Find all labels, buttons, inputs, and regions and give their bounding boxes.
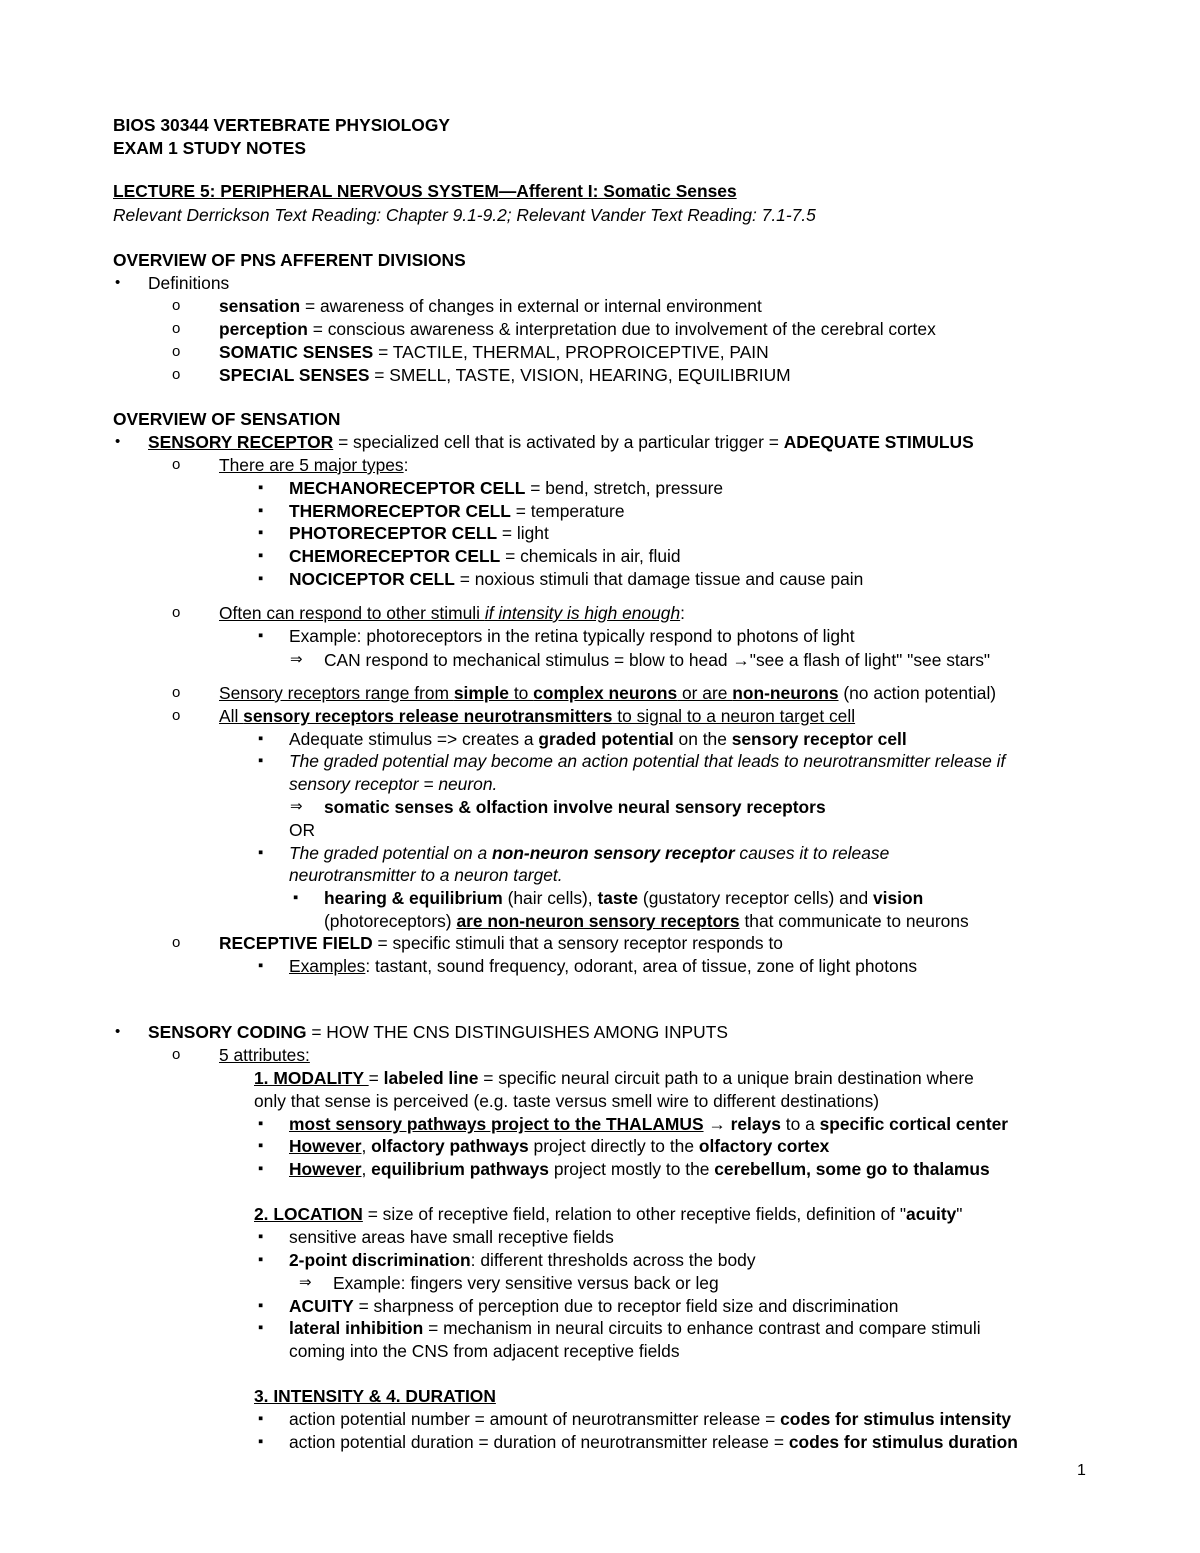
note-line: [289, 1113, 1008, 1135]
double-arrow-icon: ⇒: [299, 1274, 312, 1291]
text-run: = specialized cell that is activated by a particular trigger =: [333, 432, 784, 452]
note-line: [324, 796, 826, 818]
text-run: = noxious stimuli that damage tissue and cause pain: [454, 569, 864, 589]
text-run: sensation: [219, 296, 301, 316]
text-run: (hair cells),: [502, 888, 598, 908]
note-line: [219, 295, 762, 317]
square-bullet-icon: ▪: [293, 889, 299, 906]
text-run: on the: [673, 729, 732, 749]
note-line: [289, 477, 723, 499]
note-line: [254, 1067, 974, 1089]
circle-bullet-icon: o: [172, 343, 181, 360]
text-run: CAN respond to mechanical stimulus = blow to head →"see a flash of light" "see stars": [324, 650, 991, 670]
text-run: MECHANORECEPTOR CELL: [289, 478, 526, 498]
text-run: =: [368, 1068, 384, 1088]
text-run: or are: [677, 683, 733, 703]
text-run: (gustatory receptor cells) and: [638, 888, 873, 908]
text-run: olfactory cortex: [698, 1136, 830, 1156]
note-line: [289, 773, 497, 795]
note-line: [289, 750, 1005, 772]
note-line: [219, 705, 855, 727]
text-run: 2. LOCATION: [254, 1204, 363, 1224]
note-line: [289, 1317, 981, 1339]
text-run: = awareness of changes in external or internal environment: [300, 296, 762, 316]
text-run: complex neurons: [533, 683, 678, 703]
text-run: = specific neural circuit path to a unique brain destination where: [478, 1068, 974, 1088]
text-run: Adequate stimulus => creates a: [289, 729, 539, 749]
note-line: [324, 887, 923, 909]
note-line: [289, 568, 863, 590]
text-run: = temperature: [510, 501, 625, 521]
note-line: [289, 545, 681, 567]
text-run: sensory receptor cell: [731, 729, 907, 749]
note-line: [254, 1385, 496, 1407]
text-run: OVERVIEW OF SENSATION: [113, 409, 341, 429]
text-run: vision: [872, 888, 924, 908]
text-run: SENSORY RECEPTOR: [148, 432, 334, 452]
text-run: : different thresholds across the body: [470, 1250, 756, 1270]
text-run: :: [680, 603, 685, 623]
text-run: = bend, stretch, pressure: [525, 478, 724, 498]
square-bullet-icon: ▪: [258, 479, 264, 496]
note-line: [289, 1340, 680, 1362]
text-run: to: [508, 683, 534, 703]
text-run: codes for stimulus intensity: [780, 1409, 1012, 1429]
text-run: →: [703, 1114, 731, 1134]
text-run: ACUITY: [289, 1296, 354, 1316]
square-bullet-icon: ▪: [258, 1228, 264, 1245]
text-run: codes for stimulus duration: [788, 1432, 1018, 1452]
note-line: [289, 1431, 1018, 1453]
text-run: causes it to release: [734, 843, 890, 863]
text-run: action potential number = amount of neurotransmitter release =: [289, 1409, 781, 1429]
square-bullet-icon: ▪: [258, 502, 264, 519]
note-line: [289, 1226, 614, 1248]
text-run: Often can respond to other stimuli: [219, 603, 485, 623]
text-run: sensitive areas have small receptive fields: [289, 1227, 614, 1247]
text-run: coming into the CNS from adjacent receptive fields: [289, 1341, 680, 1361]
text-run: neurotransmitter to a neuron target.: [289, 865, 563, 885]
text-run: specific cortical center: [819, 1114, 1009, 1134]
text-run: to signal to a neuron target cell: [612, 706, 856, 726]
text-run: The graded potential on a: [289, 843, 493, 863]
square-bullet-icon: ▪: [258, 1297, 264, 1314]
text-run: The graded potential may become an action potential that leads to neurotransmitter release if: [289, 751, 1006, 771]
note-line: [219, 932, 783, 954]
circle-bullet-icon: o: [172, 934, 181, 951]
text-run: sensory receptor = neuron.: [289, 774, 498, 794]
text-run: are non-neuron sensory receptors: [456, 911, 740, 931]
course-title: BIOS 30344 VERTEBRATE PHYSIOLOGY: [113, 115, 450, 135]
text-run: that communicate to neurons: [739, 911, 969, 931]
text-run: RECEPTIVE FIELD: [219, 933, 373, 953]
square-bullet-icon: ▪: [258, 1433, 264, 1450]
text-run: relays: [730, 1114, 781, 1134]
square-bullet-icon: ▪: [258, 844, 264, 861]
text-run: graded potential: [538, 729, 674, 749]
text-run: non-neurons: [732, 683, 839, 703]
square-bullet-icon: ▪: [258, 1160, 264, 1177]
note-line: [219, 341, 769, 363]
double-arrow-icon: ⇒: [290, 798, 303, 815]
note-line: [289, 1408, 1011, 1430]
text-run: cerebellum, some go to thalamus: [714, 1159, 990, 1179]
note-line: [219, 364, 791, 386]
text-run: : tastant, sound frequency, odorant, area of tissue, zone of light photons: [365, 956, 918, 976]
text-run: perception: [219, 319, 308, 339]
square-bullet-icon: ▪: [258, 1251, 264, 1268]
text-run: olfactory pathways: [371, 1136, 529, 1156]
bullet-icon: •: [115, 1023, 121, 1040]
square-bullet-icon: ▪: [258, 627, 264, 644]
square-bullet-icon: ▪: [258, 752, 264, 769]
note-line: [219, 454, 408, 476]
text-run: lateral inhibition: [289, 1318, 424, 1338]
circle-bullet-icon: o: [172, 456, 181, 473]
note-line: [113, 180, 737, 202]
note-line: [113, 249, 466, 271]
square-bullet-icon: ▪: [258, 1319, 264, 1336]
text-run: to a: [780, 1114, 820, 1134]
square-bullet-icon: ▪: [258, 1410, 264, 1427]
note-line: [254, 1203, 962, 1225]
text-run: 2-point discrimination: [289, 1250, 471, 1270]
text-run: SPECIAL SENSES: [219, 365, 370, 385]
text-run: All: [219, 706, 244, 726]
note-line: [289, 500, 625, 522]
text-run: somatic senses & olfaction involve neural sensory receptors: [324, 797, 826, 817]
square-bullet-icon: ▪: [258, 730, 264, 747]
circle-bullet-icon: o: [172, 1046, 181, 1063]
text-run: = mechanism in neural circuits to enhance contrast and compare stimuli: [423, 1318, 981, 1338]
text-run: 5 attributes:: [219, 1045, 310, 1065]
text-run: Relevant Derrickson Text Reading: Chapter 9.1-9.2; Relevant Vander Text Reading: 7.1-7.5: [113, 205, 816, 225]
note-line: [289, 522, 549, 544]
text-run: labeled line: [383, 1068, 479, 1088]
text-run: However: [289, 1136, 362, 1156]
text-run: LECTURE 5: PERIPHERAL NERVOUS SYSTEM—Afferent I: Somatic Senses: [113, 181, 737, 201]
text-run: most sensory pathways project to the THALAMUS: [289, 1114, 704, 1134]
text-run: project directly to the: [528, 1136, 699, 1156]
text-run: project mostly to the: [548, 1159, 715, 1179]
text-run: 1. MODALITY: [254, 1068, 369, 1088]
note-line: [219, 682, 996, 704]
double-arrow-icon: ⇒: [290, 651, 303, 668]
text-run: SOMATIC SENSES: [219, 342, 374, 362]
note-line: [324, 649, 990, 671]
note-line: [289, 1249, 756, 1271]
note-line: [219, 318, 936, 340]
text-run: = HOW THE CNS DISTINGUISHES AMONG INPUTS: [306, 1022, 728, 1042]
text-run: ,: [361, 1159, 372, 1179]
text-run: 3. INTENSITY & 4. DURATION: [254, 1386, 496, 1406]
note-line: [333, 1272, 719, 1294]
text-run: Example: fingers very sensitive versus back or leg: [333, 1273, 719, 1293]
text-run: (no action potential): [838, 683, 997, 703]
square-bullet-icon: ▪: [258, 957, 264, 974]
text-run: = conscious awareness & interpretation due to involvement of the cerebral cortex: [307, 319, 936, 339]
note-line: [289, 1158, 990, 1180]
text-run: hearing & equilibrium: [324, 888, 503, 908]
square-bullet-icon: ▪: [258, 570, 264, 587]
square-bullet-icon: ▪: [258, 547, 264, 564]
text-run: if intensity is high enough: [484, 603, 681, 623]
note-line: [148, 431, 974, 453]
circle-bullet-icon: o: [172, 684, 181, 701]
text-run: ": [956, 1204, 963, 1224]
note-line: [219, 1044, 310, 1066]
note-line: [289, 728, 907, 750]
note-line: [289, 842, 889, 864]
text-run: Definitions: [148, 273, 230, 293]
text-run: = specific stimuli that a sensory receptor responds to: [372, 933, 783, 953]
text-run: action potential duration = duration of neurotransmitter release =: [289, 1432, 789, 1452]
note-line: [289, 625, 855, 647]
square-bullet-icon: ▪: [258, 524, 264, 541]
text-run: OR: [289, 820, 316, 840]
square-bullet-icon: ▪: [258, 1137, 264, 1154]
circle-bullet-icon: o: [172, 297, 181, 314]
text-run: equilibrium pathways: [371, 1159, 549, 1179]
text-run: simple: [453, 683, 509, 703]
circle-bullet-icon: o: [172, 604, 181, 621]
note-line: [289, 955, 917, 977]
note-line: [324, 910, 969, 932]
text-run: = SMELL, TASTE, VISION, HEARING, EQUILIBRIUM: [369, 365, 791, 385]
circle-bullet-icon: o: [172, 366, 181, 383]
text-run: = light: [497, 523, 549, 543]
note-line: [148, 272, 229, 294]
text-run: Example: photoreceptors in the retina typically respond to photons of light: [289, 626, 855, 646]
square-bullet-icon: ▪: [258, 1115, 264, 1132]
bullet-icon: •: [115, 274, 121, 291]
text-run: THERMORECEPTOR CELL: [289, 501, 511, 521]
text-run: = chemicals in air, fluid: [500, 546, 681, 566]
circle-bullet-icon: o: [172, 707, 181, 724]
circle-bullet-icon: o: [172, 320, 181, 337]
text-run: Examples: [289, 956, 366, 976]
text-run: = sharpness of perception due to receptor field size and discrimination: [353, 1296, 899, 1316]
note-line: [289, 864, 563, 886]
text-run: PHOTORECEPTOR CELL: [289, 523, 498, 543]
bullet-icon: •: [115, 433, 121, 450]
page-number: 1: [1077, 1462, 1086, 1479]
note-line: [148, 1021, 728, 1043]
text-run: non-neuron sensory receptor: [492, 843, 735, 863]
text-run: However: [289, 1159, 362, 1179]
note-line: [289, 1295, 898, 1317]
note-line: [113, 408, 340, 430]
text-run: ,: [361, 1136, 372, 1156]
note-line: [254, 1090, 879, 1112]
text-run: Sensory receptors range from: [219, 683, 454, 703]
text-run: ADEQUATE STIMULUS: [783, 432, 974, 452]
note-line: [289, 1135, 829, 1157]
text-run: = size of receptive field, relation to other receptive fields, definition of ": [362, 1204, 907, 1224]
text-run: taste: [597, 888, 639, 908]
text-run: sensory receptors release neurotransmitters: [243, 706, 613, 726]
text-run: acuity: [906, 1204, 957, 1224]
text-run: (photoreceptors): [324, 911, 457, 931]
text-run: :: [403, 455, 409, 475]
note-line: [113, 204, 816, 226]
note-line: [289, 819, 315, 841]
note-line: [219, 602, 685, 624]
text-run: NOCICEPTOR CELL: [289, 569, 455, 589]
text-run: SENSORY CODING: [148, 1022, 307, 1042]
text-run: only that sense is perceived (e.g. taste versus smell wire to different destinations): [254, 1091, 880, 1111]
text-run: CHEMORECEPTOR CELL: [289, 546, 501, 566]
text-run: There are 5 major types: [219, 455, 404, 475]
text-run: = TACTILE, THERMAL, PROPROICEPTIVE, PAIN: [373, 342, 769, 362]
text-run: OVERVIEW OF PNS AFFERENT DIVISIONS: [113, 250, 466, 270]
document-title: EXAM 1 STUDY NOTES: [113, 138, 306, 158]
